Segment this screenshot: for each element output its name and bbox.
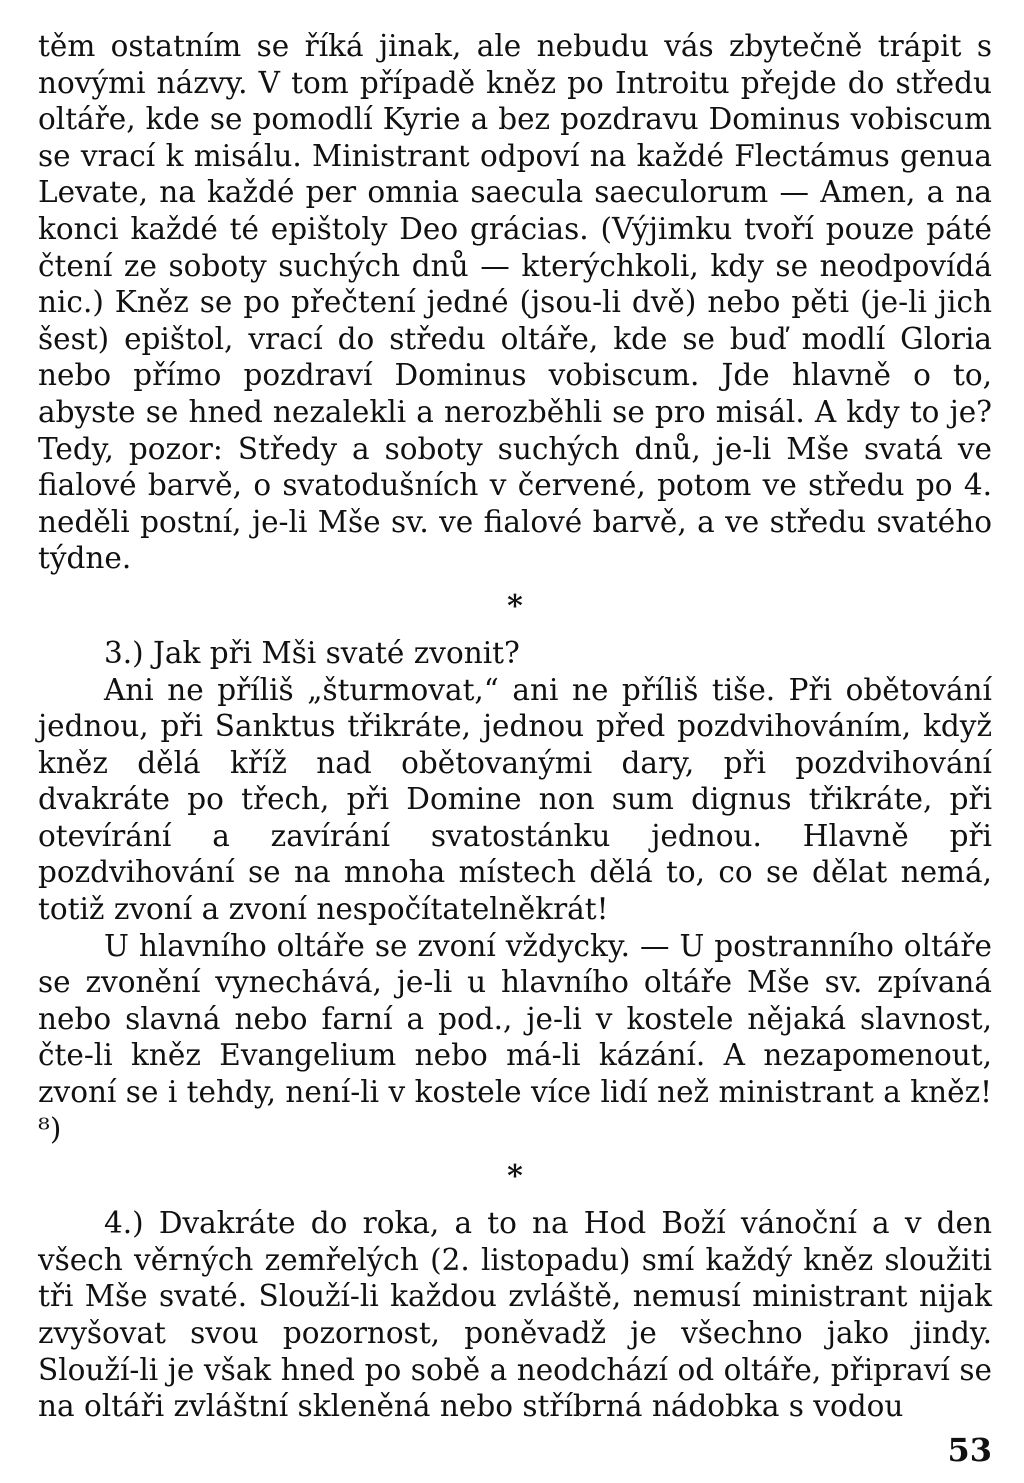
- paragraph-ringing: Ani ne příliš „šturmovat,“ ani ne příliš tiše. Při obětování jednou, při Sanktus třikráte, jednou před pozdvihováním, když kněz dělá kříž nad obětovanými dary, při pozdvihování dvakráte po třech, při Domine non sum dignus třikráte, při otevírání a zavírání svatostánku jednou. Hlavně při pozdvihování se na mnoha místech dělá to, co se dělat nemá, totiž zvoní a zvoní nespočítatelněkrát!: [38, 672, 992, 927]
- page-number: 53: [947, 1431, 992, 1469]
- paragraph-continuation: těm ostatním se říká jinak, ale nebudu vás zbytečně trápit s novými názvy. V tom případě kněz po Introitu přejde do středu oltáře, kde se pomodlí Kyrie a bez pozdravu Dominus vobiscum se vrací k misálu. Ministrant odpoví na každé Flectámus genua Levate, na každé per omnia saecula saeculorum — Amen, a na konci každé té epištoly Deo grácias. (Výjimku tvoří pouze páté čtení ze soboty suchých dnů — kterýchkoli, kdy se neodpovídá nic.) Kněz se po přečtení jedné (jsou-li dvě) nebo pěti (je-li jich šest) epištol, vrací do středu oltáře, kde se buď modlí Gloria nebo přímo pozdraví Dominus vobiscum. Jde hlavně o to, abyste se hned nezalekli a nerozběhli se pro misál. A kdy to je? Tedy, pozor: Středy a soboty suchých dnů, je-li Mše svatá ve fialové barvě, o svatodušních v červené, potom ve středu po 4. neděli postní, je-li Mše sv. ve fialové barvě, a ve středu svatého týdne.: [38, 29, 992, 576]
- section-separator: *: [507, 1159, 523, 1195]
- section-heading: 3.) Jak při Mši svaté zvonit?: [104, 635, 520, 670]
- paragraph-side-altar: U hlavního oltáře se zvoní vždycky. — U postranního oltáře se zvonění vynechává, je-li u hlavního oltáře Mše sv. zpívaná nebo slavná nebo farní a pod., je-li v kostele nějaká slavnost, čte-li kněz Evangelium nebo má-li kázání. A nezapomenout, zvoní se i tehdy, není-li v kostele více lidí než ministrant a kněz! ⁸): [38, 928, 992, 1146]
- paragraph-three-masses: 4.) Dvakráte do roka, a to na Hod Boží vánoční a v den všech věrných zemřelých (2. listopadu) smí každý kněz sloužiti tři Mše svaté. Slouží-li každou zvláště, nemusí ministrant nijak zvyšovat svou pozornost, poněvadž je všechno jako jindy. Slouží-li je však hned po sobě a neodchází od oltáře, připraví se na oltáři zvláštní skleněná nebo stříbrná nádobka s vodou: [38, 1206, 992, 1424]
- section-separator: *: [507, 588, 523, 624]
- book-page: [38, 28, 992, 1458]
